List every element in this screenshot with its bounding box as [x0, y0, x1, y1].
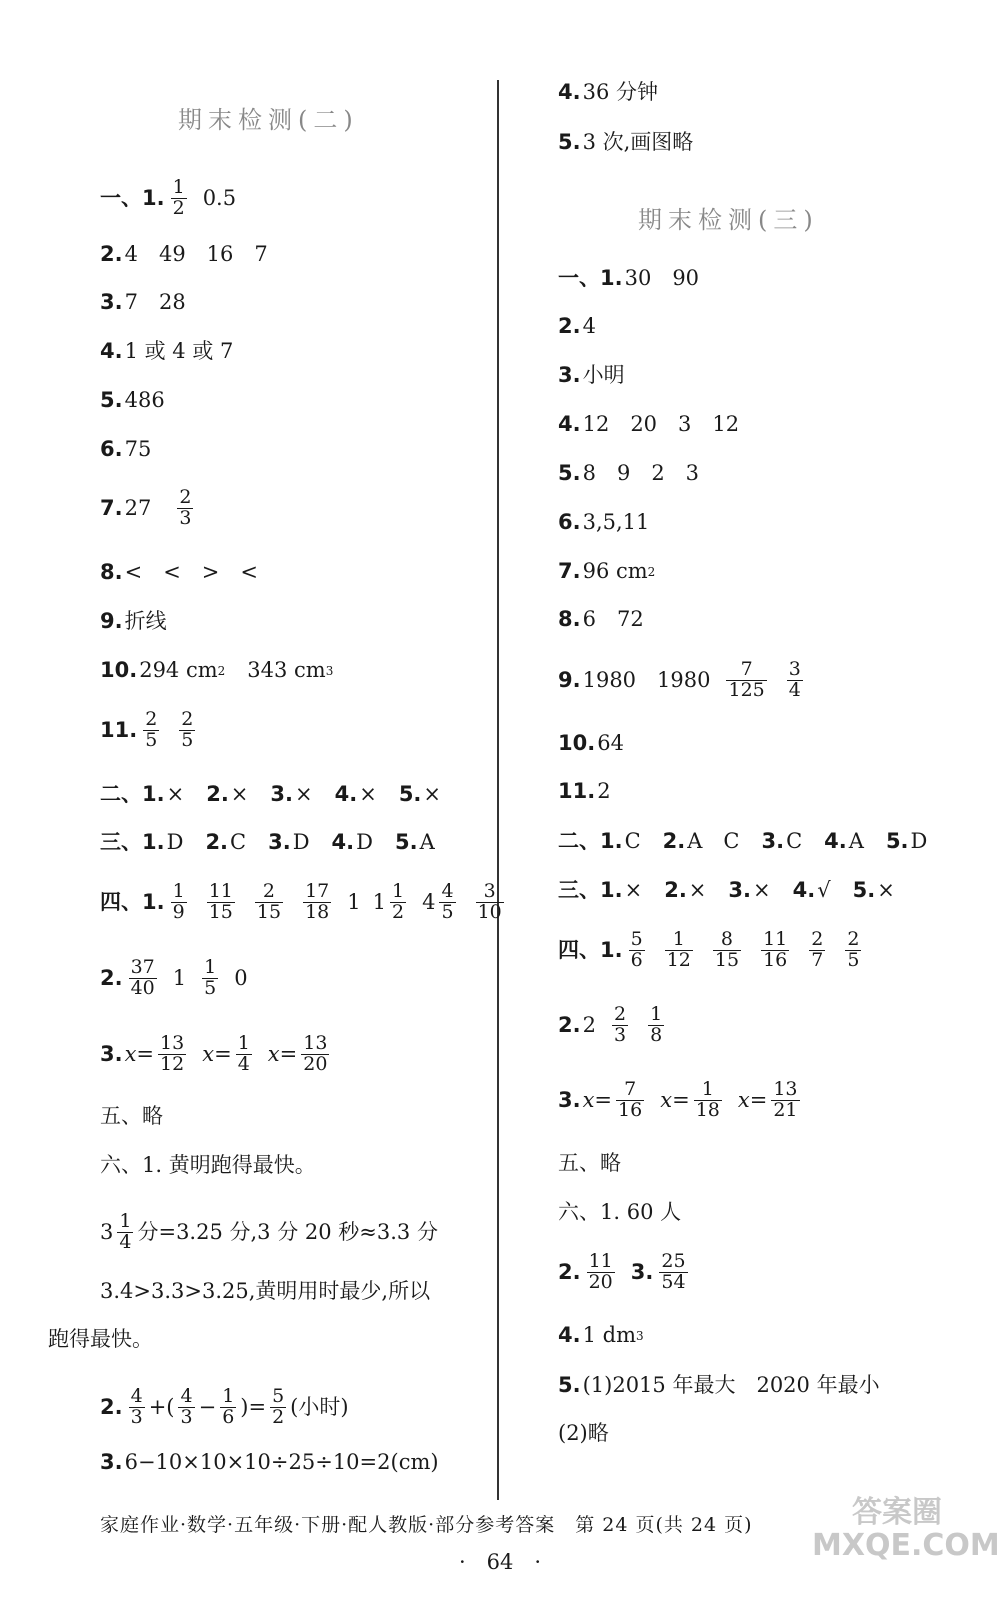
- answer-3-1-5: 5. 8 9 2 3: [558, 461, 700, 485]
- watermark-logo: 答案圈 MXQE.COM: [812, 1495, 1000, 1563]
- answer-4-1: 四、1. $\frac{1}{9}$ $\frac{11}{15}$ $\frac{2}{15}$ $\frac{17}{18}$ 1 1 $\frac{1}{2}$ 4 $\frac{4}{5}$ $\frac{3}{10}$: [100, 880, 502, 923]
- answer-5: 五、略: [100, 1104, 163, 1128]
- answer-6-1-work: 3 $\frac{1}{4}$ 分=3.25 分,3 分 20 秒≈3.3 分: [100, 1210, 438, 1253]
- answer-1-11: 11. $\frac{2}{5}$ $\frac{2}{5}$: [100, 708, 194, 751]
- answer-3-6-5-2: (2)略: [558, 1421, 609, 1445]
- answer-r5: 5. 3 次,画图略: [558, 130, 694, 154]
- fraction: $\frac{2}{3}$: [179, 486, 192, 529]
- mixed-number: 1 $\frac{1}{2}$: [372, 880, 405, 923]
- answer-1-2: 2. 4 49 16 7: [100, 242, 268, 266]
- answer-3-1-9: 9. 1980 1980 $\frac{7}{125}$ $\frac{3}{4}$: [558, 658, 801, 701]
- answer-3-1-1: 一、1. 30 90: [558, 266, 700, 290]
- answer-3-1-10: 10. 64: [558, 731, 624, 755]
- answer-1-3: 3. 7 28: [100, 290, 186, 314]
- answer-1-1: 一、1. $\frac{1}{2}$ 0.5: [100, 176, 237, 219]
- answer-6-1-reason: 3.4>3.3>3.25,黄明用时最少,所以: [100, 1279, 431, 1303]
- section-title-3: 期末检测(三): [638, 206, 819, 234]
- answer-6-2: 2. $\frac{4}{3}$ +( $\frac{4}{3}$ − $\frac{1}{6}$ )= $\frac{5}{2}$ (小时): [100, 1385, 349, 1428]
- column-divider: [497, 80, 499, 1500]
- answer-3-2: 二、1. C 2. A C 3. C 4. A 5. D: [558, 829, 928, 853]
- answer-3-1-7: 7. 96 cm 2: [558, 559, 656, 583]
- answer-6-1-reason-cont: 跑得最快。: [48, 1327, 153, 1351]
- answer-4-3: 3. x= $\frac{13}{12}$ x= $\frac{1}{4}$ x= $\frac{13}{20}$: [100, 1032, 328, 1075]
- answer-6-3: 3. 6−10×10×10÷25÷10=2(cm): [100, 1450, 439, 1474]
- mixed-number: 4 $\frac{4}{5}$: [422, 880, 454, 923]
- answer-3-5: 五、略: [558, 1151, 621, 1175]
- answer-3-1-3: 3. 小明: [558, 363, 625, 387]
- answer-1-4: 4. 1 或 4 或 7: [100, 339, 234, 363]
- answer-r4: 4. 36 分钟: [558, 80, 658, 104]
- fraction: $\frac{2}{15}$: [256, 880, 282, 923]
- fraction: $\frac{2}{5}$: [145, 708, 158, 751]
- section-title-2: 期末检测(二): [178, 106, 359, 134]
- page-number: · 64 ·: [458, 1550, 542, 1574]
- fraction: $\frac{2}{5}$: [181, 708, 194, 751]
- fraction: $\frac{37}{40}$: [130, 956, 155, 999]
- answer-3-1-11: 11. 2: [558, 779, 611, 803]
- answer-3-6-5: 5. (1)2015 年最大 2020 年最小: [558, 1373, 880, 1397]
- answer-1-8: 8. < < > <: [100, 560, 258, 584]
- answer-3-4-3: 3. x= $\frac{7}{16}$ x= $\frac{1}{18}$ x= $\frac{13}{21}$: [558, 1078, 798, 1121]
- answer-3-1-6: 6. 3,5,11: [558, 510, 650, 534]
- answer-3-6-4: 4. 1 dm 3: [558, 1323, 644, 1347]
- answer-3-1-2: 2. 4: [558, 314, 596, 338]
- answer-3-4-2: 2. 2 $\frac{2}{3}$ $\frac{1}{8}$: [558, 1003, 663, 1046]
- answer-1-5: 5. 486: [100, 388, 165, 412]
- answer-3-1-8: 8. 6 72: [558, 607, 644, 631]
- answer-3-6-2-3: 2. $\frac{11}{20}$ 3. $\frac{25}{54}$: [558, 1250, 686, 1293]
- answer-2: 二、1. × 2. × 3. × 4. × 5. ×: [100, 782, 442, 806]
- answer-3-6-1: 六、1. 60 人: [558, 1200, 682, 1224]
- answer-1-6: 6. 75: [100, 437, 152, 461]
- fraction: $\frac{17}{18}$: [305, 880, 330, 923]
- answer-4-2: 2. $\frac{37}{40}$ 1 $\frac{1}{5}$ 0: [100, 956, 248, 999]
- answer-1-7: 7. 27 $\frac{2}{3}$: [100, 486, 192, 529]
- answer-page: 期末检测(二) 一、1. $\frac{1}{2}$ 0.5 2. 4 49 16 7 3. 7 28 4. 1 或 4 或 7 5. 486 6. 75 7. 27 $\frac{2}{3}$ 8. < < > < 9. 折线 10. 294 cm 2 343 cm 3 11. $\frac{2}{5}$ $\frac{2}{5}$ 二、1. × 2. × 3. × 4. × 5. × 三、1. D 2. C 3. D 4. D 5. A 四、1. $\frac{1}{9}$ $\frac{11}{15}$ $\frac{2}{15}$ $\frac{17}{18}$ 1 1 $\frac{1}{2}$ 4 $\frac{4}{5}$ $\frac{3}{10}$ 2. $\frac{37}{40}$ 1 $\frac{1}{5}$ 0 3. x= $\frac{13}{12}$ x= $\frac{1}{4}$ x= $\frac{13}{20}$ 五、略 六、1. 黄明跑得最快。 3 $\frac{1}{4}$ 分=3.25 分,3 分 20 秒≈3.3 分 3.4>3.3>3.25,黄明用时最少,所以 跑得最快。 2. $\frac{4}{3}$ +( $\frac{4}{3}$ − $\frac{1}{6}$ )= $\frac{5}{2}$ (小时) 3. 6−10×10×10÷25÷10=2(cm) 4. 36 分钟 5. 3 次,画图略 期末检测(三) 一、1. 30 90 2. 4 3. 小明 4. 12 20 3 12 5. 8 9 2 3 6. 3,5,11 7. 96 cm 2 8. 6 72 9. 1980 1980 $\frac{7}{125}$ $\frac{3}{4}$ 10. 64 11. 2 二、1. C 2. A C 3. C 4. A 5. D 三、1. × 2. × 3. × 4. √ 5. × 四、1. $\frac{5}{6}$ $\frac{1}{12}$ $\frac{8}{15}$ $\frac{11}{16}$ $\frac{2}{7}$ $\frac{2}{5}$ 2. 2 $\frac{2}{3}$ $\frac{1}{8}$ 3. x= $\frac{7}{16}$ x= $\frac{1}{18}$ x= $\frac{13}{21}$ 五、略 六、1. 60 人 2. $\frac{11}{20}$ 3. $\frac{25}{54}$ 4. 1 dm 3 5. (1)2015 年最大 2020 年最小 (2)略 家庭作业·数学·五年级·下册·配人教版·部分参考答案 第 24 页(共 24 页) · 64 · 答案圈 MXQE.COM: [0, 0, 1000, 1606]
- fraction: $\frac{1}{5}$: [204, 956, 217, 999]
- answer-3-4-1: 四、1. $\frac{5}{6}$ $\frac{1}{12}$ $\frac{8}{15}$ $\frac{11}{16}$ $\frac{2}{7}$ $\frac{2}{5}$: [558, 928, 860, 971]
- fraction: $\frac{1}{9}$: [172, 880, 185, 923]
- answer-6-1: 六、1. 黄明跑得最快。: [100, 1153, 316, 1177]
- answer-3-3: 三、1. × 2. × 3. × 4. √ 5. ×: [558, 878, 895, 902]
- answer-1-9: 9. 折线: [100, 609, 167, 633]
- fraction: $\frac{1}{2}$: [172, 176, 185, 219]
- fraction: $\frac{3}{10}$: [477, 880, 502, 923]
- answer-3: 三、1. D 2. C 3. D 4. D 5. A: [100, 830, 435, 854]
- answer-3-1-4: 4. 12 20 3 12: [558, 412, 740, 436]
- fraction: $\frac{11}{15}$: [208, 880, 233, 923]
- answer-1-10: 10. 294 cm 2 343 cm 3: [100, 658, 334, 682]
